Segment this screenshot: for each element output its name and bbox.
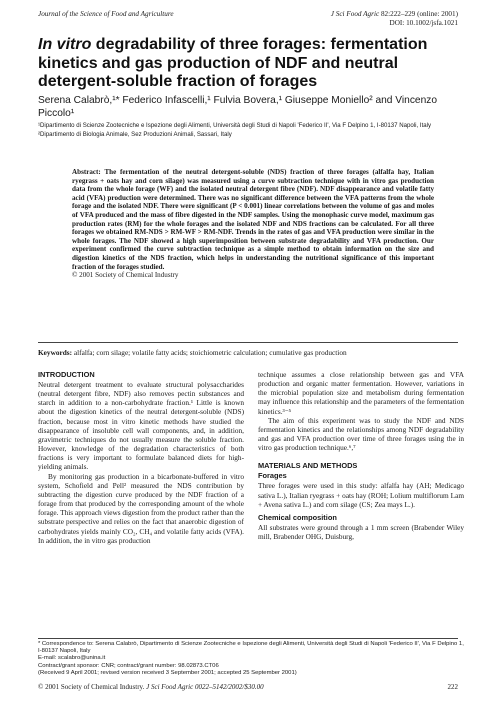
intro-paragraph-3: technique assumes a close relationship between gas and VFA production and organic matter fermentation. However, variations in the microbial population size and metabolism during fermentation may influence this relationship and the parameters of the fermentation kinetics.³⁻⁵ (258, 370, 464, 416)
right-column (258, 370, 464, 541)
abstract-copyright: © 2001 Society of Chemical Industry (72, 271, 179, 280)
keywords (38, 348, 468, 357)
article-title (38, 36, 468, 92)
abstract-label: Abstract: (72, 168, 101, 176)
page-number: 222 (447, 683, 458, 691)
author-list: Serena Calabrò,¹* Federico Infascelli,¹ Fulvia Bovera,¹ Giuseppe Moniello² and Vincenzo Piccolo¹ (38, 95, 438, 119)
spacer (258, 452, 464, 461)
title-rest: degradability of three forages: fermentation kinetics and gas production of NDF and neutral detergent-soluble fraction of forages (38, 36, 428, 90)
forages-paragraph: Three forages were used in this study: alfalfa hay (AH; Medicago sativa L.), Italian ryegrass + oats hay (ROH; Lolium multiflorum Lam + Avena sativa L.) and corn silage (CS; Zea mays L.). (258, 481, 464, 509)
citation-block (331, 10, 458, 28)
intro-paragraph-2: By monitoring gas production in a bicarbonate-buffered in vitro system, Schofield and Pell² measured the NDS contribution by subtracting the digestion curve produced by the NDF fraction of a forage from that produced by the corresponding amount of the whole forage. This approach views digestion from the product rather than the substrate perspective and relies on the fact that anaerobic digestion of carbohydrates yields mainly CO₂, CH₄ and volatile fatty acids (VFA). In addition, the in vitro gas production (38, 471, 244, 545)
footnote-received: (Received 9 April 2001; revised version received 3 September 2001; accepted 25 September 2001) (38, 669, 297, 676)
chemical-composition-paragraph: All substrates were ground through a 1 mm screen (Brabender Wiley mill, Brabender OHG, Duisburg, (258, 522, 464, 542)
footnote-grant: Contract/grant sponsor: CNR; contract/grant number: 98.02873.CT06 (38, 662, 219, 669)
intro-heading: INTRODUCTION (38, 370, 95, 379)
doi: DOI: 10.1002/jsfa.1021 (389, 19, 458, 27)
affiliation-2: ²Dipartimento di Biologia Animale, Sez Produzioni Animali, Sassari, Italy (38, 130, 232, 138)
methods-heading: MATERIALS AND METHODS (258, 461, 358, 471)
intro-paragraph-1: Neutral detergent treatment to evaluate structural polysaccharides (neutral detergent fibre, NDF) also removes pectin substances and starch in addition to a non-carbohydrate fraction.¹ Little is known about the digestion kinetics of the neutral detergent-soluble (NDS) fraction, because most in vitro kinetic methods have studied the disappearance of insoluble cell wall components, and, in addition, gravimetric techniques do not usually measure the soluble fraction. However, knowledge of the degradation characteristics of both fractions is very important to formulate balanced diets for high-yielding animals. (38, 380, 244, 472)
keywords-label: Keywords: (38, 348, 73, 357)
footnotes (38, 641, 468, 677)
journal-name: Journal of the Science of Food and Agriculture (38, 10, 174, 18)
footnote-email: E-mail: scalabro@unina.it (38, 655, 106, 662)
intro-paragraph-4: The aim of this experiment was to study the NDF and NDS fermentation kinetics and the relationships among NDF degradability and gas and VFA production over time of three forages using the in vitro gas production technique.⁶,⁷ (258, 415, 464, 453)
affiliations (38, 122, 468, 140)
affiliation-1: ¹Dipartimento di Scienze Zootecniche e Ispezione degli Alimenti, Università degli Studi di Napoli 'Federico II', Via F Delpino 1, I-80137 Napoli, Italy (38, 122, 432, 129)
left-column (38, 370, 244, 545)
citation-volume: 82:222–229 (online: 2001) (380, 10, 458, 18)
footnote-correspondence: * Correspondence to: Serena Calabrò, Dipartimento di Scienze Zootecniche e Ispezione degli Alimenti, Università degli Studi di Napoli 'Federico II', Via F Delpino 1, I-80137 Napoli, Italy (38, 641, 464, 655)
abstract-text: The fermentation of the neutral detergent-soluble (NDS) fraction of three forages (alfalfa hay, Italian ryegrass + oats hay and corn silage) was measured using a curve subtraction technique with in vitro gas production data from the whole forage (WF) and the isolated neutral detergent fibre (NDF). NDF disappearance and volatile fatty acid (VFA) production were determined. There was no significant difference between the VFA patterns from the whole forage and the isolated NDF. There were significant (P < 0.001) linear correlations between the volume of gas and moles of VFA produced and the mass of fibre digested in the NDF samples. Using the monophasic curve model, maximum gas production rates (RM) for the whole forages and the isolated NDF and NDS fractions can be calculated. For all three forages we obtained RM-NDS > RM-WF > RM-NDF. Trends in the rates of gas and VFA production were similar in the whole forages. The NDF showed a high superimposition between substrate degradability and VFA production. Our experiment confirmed the curve subtraction technique as a simple method to obtain information on the size and digestion kinetics of the NDS fraction, which helps in understanding the nutritional significance of this important fraction of the forages studied. (72, 168, 434, 271)
chemical-composition-heading: Chemical composition (258, 512, 337, 522)
footnote-divider (38, 638, 458, 639)
footer-issn: J Sci Food Agric 0022–5142/2002/$30.00 (146, 683, 264, 691)
title-italic: In vitro (38, 36, 92, 53)
divider (38, 342, 458, 343)
footer-copyright: © 2001 Society of Chemical Industry. (38, 683, 145, 691)
abstract (72, 168, 434, 280)
citation-journal: J Sci Food Agric (330, 10, 380, 18)
keywords-text: alfalfa; corn silage; volatile fatty acids; stoichiometric calculation; cumulative gas production (73, 348, 347, 357)
forages-heading: Forages (258, 471, 287, 481)
